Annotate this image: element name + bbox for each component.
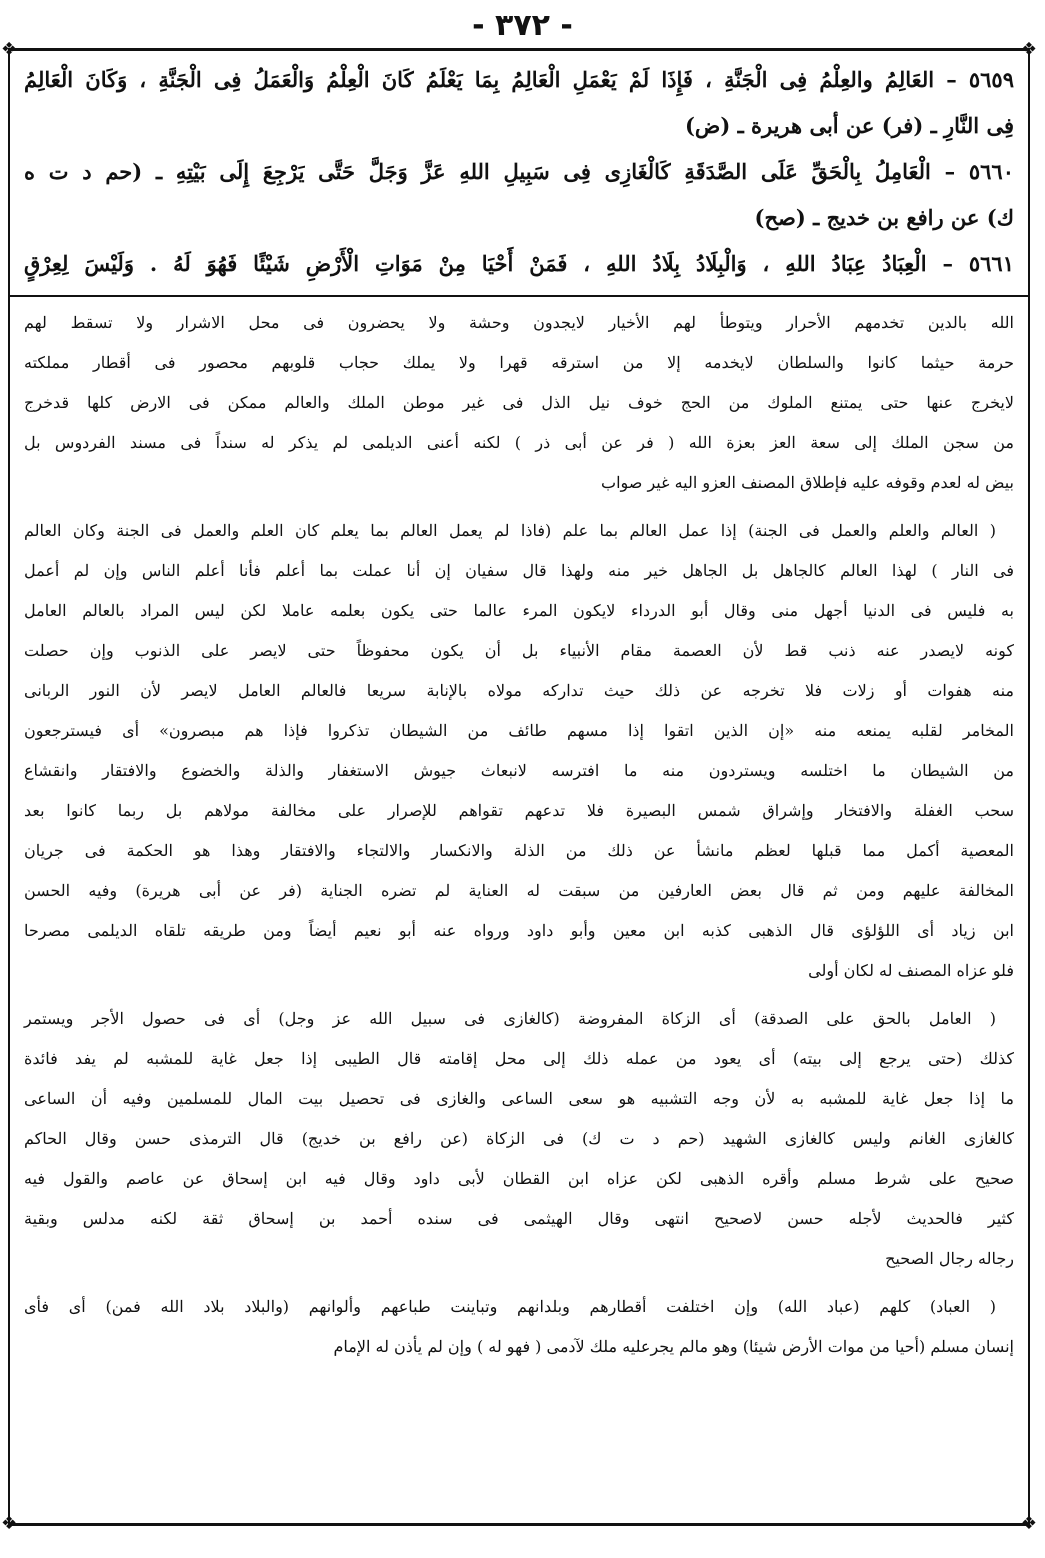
commentary-line: حرمة حيثما كانوا والسلطان لايخدمه إلا من استرقه قهرا ولا يملك حجاب قلوبهم محصور فى أقطار مملكته [24, 353, 1014, 372]
hadith-line: ٥٦٦٠ – الْعَامِلُ بِالْحَقِّ عَلَى الصَّدَقَةِ كَالْغَازِى فِى سَبِيلِ اللهِ عَزَّ وَجَلَّ حَتَّى يَرْجِعَ إِلَى بَيْتِهِ ـ (حم د ت ه [24, 159, 1014, 184]
commentary-line: كذلك (حتى يرجع إلى بيته) أى يعود من عمله ذلك إلى محل إقامته قال الطيبى إذا جعل غاية للمشبه لم يفد فائدة [24, 1049, 1014, 1068]
commentary-line: سحب الغفلة والافتخار وإشراق شمس البصيرة فلا تدعهم تقواهم للإصرار على مخالفة مولاهم بل ربما كانوا بعد [24, 801, 1014, 820]
section-divider [10, 295, 1028, 297]
hadith-text [24, 57, 1014, 287]
commentary-paragraph [24, 1287, 1014, 1367]
commentary-line: صحيح على شرط مسلم وأقره الذهبى لكن عزاه ابن القطان لأبى داود وقال فيه ابن إسحاق عن عاصم والقول فيه [24, 1169, 1014, 1188]
corner-ornament-icon: ❖ [1, 39, 18, 60]
commentary-line: فى النار ) لهذا العالم كالجاهل بل الجاهل خير منه ولهذا قال سفيان إن أنا عملت بما أعلم فأنا أعلم الناس وإن لم أعمل [24, 561, 1015, 580]
commentary-line: فلو عزاه المصنف له لكان أولى [808, 961, 1014, 980]
commentary-paragraph [24, 511, 1014, 991]
commentary-line: لايخرج عنها حتى يمتنع الملوك من الحج خوف نيل الذل فى غير موطن الملك والعالم ممكن فى الارض كلها قدخرج [24, 393, 1014, 412]
commentary-line: من الشيطان ما اختلسه ويستردون منه ما افترسه لانبعاث جيوش الاستغفار والذلة والخضوع والافتقار وانقشاع [24, 761, 1014, 780]
commentary-line: ( العباد) كلهم (عباد الله) وإن اختلفت أقطارهم وبلدانهم وتباينت طباعهم وألوانهم (والبلاد بلاد الله فمن) أى فأى [24, 1297, 996, 1316]
commentary-line: من سجن الملك إلى سعة العز بعزة الله ( فر عن أبى ذر ) لكنه أعنى الديلمى لم يذكر له سنداً فى مسند الفردوس بل [24, 433, 1014, 452]
page-number: - ٣٧٢ - [472, 8, 573, 43]
page-frame [1, 39, 1037, 1534]
commentary-line: ما إذا جعل غاية للمشبه به لأن وجه التشبيه هو سعى الساعى والغازى فى تحصيل بيت المال للمسلمين وفيه أن الساعى [24, 1089, 1014, 1108]
commentary-line: به فليس فى الدنيا أجهل منى وقال أبو الدرداء لايكون المرء عالما حتى يكون بعلمه عاملا لكن ليس المراد بالعالم العامل [24, 601, 1014, 620]
commentary-paragraph [24, 999, 1014, 1279]
commentary-line: المعصية أكمل مما قبلها لعظم مانشأ عن ذلك من الذلة والانكسار والالتجاء والافتقار وهذا هو الحكمة فى جريان [24, 841, 1014, 860]
commentary-line: ابن زياد أى اللؤلؤى قال الذهبى كذبه ابن معين وأبو داود ورواه عنه أبو نعيم أيضاً ومن طريقه تلقاه الديلمى مصرحا [24, 921, 1014, 940]
hadith-line: فِى النَّارِ ـ (فر) عن أبى هريرة ـ (ض) [685, 113, 1014, 138]
hadith-line: ٥٦٥٩ – العَالِمُ والعِلْمُ فِى الْجَنَّةِ ، فَإِذَا لَمْ يَعْمَلِ الْعَالِمُ بِمَا يَعْلَمُ كَانَ الْعِلْمُ وَالْعَمَلُ فِى الْجَنَّةِ ، وَكَانَ الْعَالِمُ [24, 67, 1014, 92]
commentary-line: بيض له لعدم وقوفه عليه فإطلاق المصنف العزو اليه غير صواب [601, 473, 1014, 492]
commentary-line: المخالفة عليهم ومن ثم قال بعض العارفين من سبقت له العناية لم تضره الجناية (فر عن أبى هريرة) وفيه الحسن [24, 881, 1015, 900]
commentary-line: المخامر لقلبه يمنعه منه «إن الذين اتقوا إذا مسهم طائف من الشيطان تذكروا فإذا هم مبصرون» أى فيسترجعون [24, 721, 1015, 740]
corner-ornament-icon: ❖ [1020, 1513, 1037, 1534]
commentary-line: كونه لايصدر عنه ذنب قط لأن العصمة مقام الأنبياء بل أن يكون محفوظاً حتى لايصر على الذنوب وإن حصلت [24, 641, 1015, 660]
commentary-line: كالغازى الغانم وليس كالغازى الشهيد (حم د ت ك) فى الزكاة (عن رافع بن خديج) قال الترمذى حسن وقال الحاكم [24, 1129, 1014, 1148]
commentary-line: الله بالدين تخدمهم الأحرار ويتوطأ لهم الأخيار لايجدون وحشة ولا يحضرون فى محل الاشرار ولا تسقط لهم [24, 313, 1014, 332]
hadith-line: ٥٦٦١ – الْعِبَادُ عِبَادُ اللهِ ، وَالْبِلَادُ بِلَادُ اللهِ ، فَمَنْ أَحْيَا مِنْ مَوَاتِ الْأَرْضِ شَيْئًا فَهُوَ لَهُ . وَلَيْسَ لِعِرْقٍ [24, 251, 1014, 276]
commentary [24, 303, 1014, 1367]
hadith-line: ك) عن رافع بن خديج ـ (صح) [754, 205, 1014, 230]
commentary-line: ( العالم والعلم والعمل فى الجنة) إذا عمل العالم بما علم (فاذا لم يعمل العالم بما يعلم كان العلم والعمل فى الجنة وكان العالم [24, 521, 996, 540]
commentary-line: ( العامل بالحق على الصدقة) أى الزكاة المفروضة (كالغازى فى سبيل الله عز وجل) أى فى حصول الأجر ويستمر [24, 1009, 996, 1028]
commentary-line: منه هفوات أو زلات فلا تخرجه عن ذلك حيث تداركه مولاه بالإنابة سريعا فالعالم العامل لايصر لأن النور الربانى [24, 681, 1014, 700]
corner-ornament-icon: ❖ [1, 1513, 18, 1534]
commentary-line: إنسان مسلم (أحيا من موات الأرض شيئا) وهو مالم يجرعليه ملك لآدمى ( فهو له ) وإن لم يأذن له الإمام [333, 1337, 1014, 1356]
commentary-line: رجاله رجال الصحيح [885, 1249, 1014, 1268]
corner-ornament-icon: ❖ [1020, 39, 1037, 60]
commentary-paragraph [24, 303, 1014, 503]
commentary-line: كثير فالحديث لأجله حسن لاصحيح انتهى وقال الهيثمى فى سنده أحمد بن إسحاق ثقة لكنه مدلس وبقية [24, 1209, 1014, 1228]
